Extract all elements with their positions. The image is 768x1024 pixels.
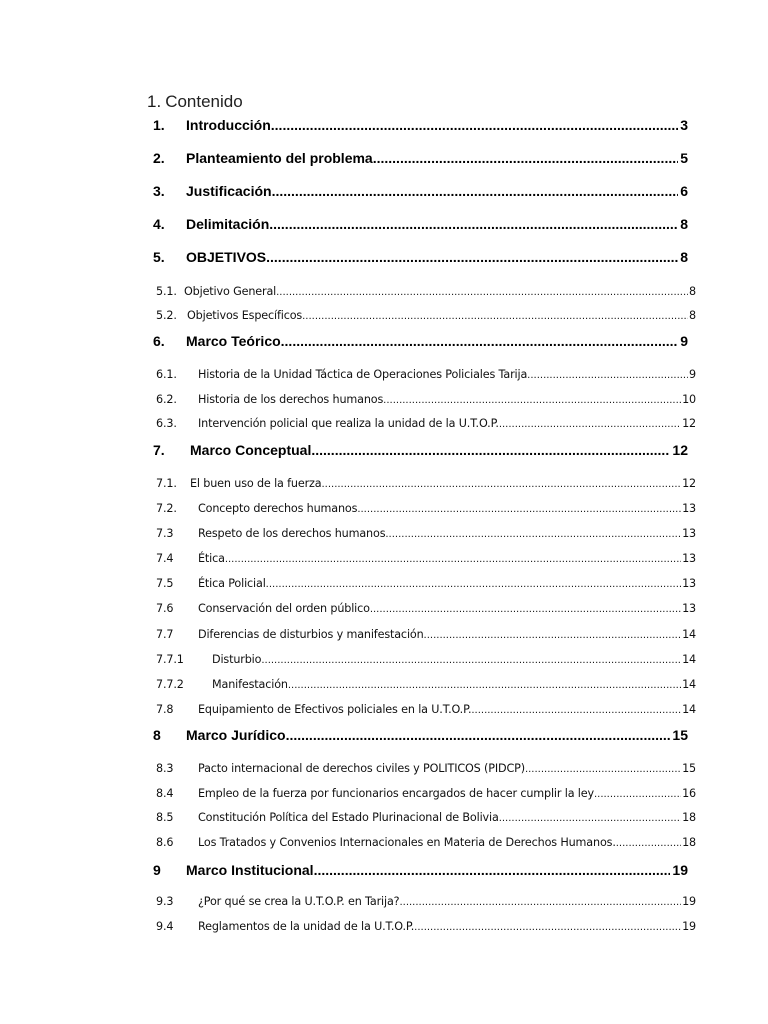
dot-leader (266, 576, 681, 594)
toc-entry-respeto-ddhh[interactable] (156, 525, 696, 543)
entry-title: Equipamiento de Efectivos policiales en la U.T.O.P. (198, 703, 472, 716)
toc-entry-disturbio[interactable] (156, 651, 696, 669)
entry-page: 13 (682, 602, 696, 615)
entry-title: Respeto de los derechos humanos (198, 527, 386, 540)
entry-number: 7.3 (156, 527, 174, 540)
toc-entry-justificacion[interactable] (153, 181, 688, 201)
entry-title: Reglamentos de la unidad de la U.T.O.P. (198, 920, 415, 933)
entry-title: Manifestación (212, 678, 288, 691)
entry-title: Marco Jurídico (186, 727, 286, 743)
entry-title: Delimitación (186, 216, 270, 232)
entry-title: Conservación del orden público (198, 602, 370, 615)
entry-title: Constitución Política del Estado Plurinacional de Bolivia (198, 811, 499, 824)
entry-page: 14 (682, 628, 696, 641)
entry-page: 8 (689, 309, 696, 322)
dot-leader (272, 181, 679, 201)
entry-number: 5.2. (156, 309, 177, 322)
toc-entry-equipamiento[interactable] (156, 701, 696, 719)
entry-page: 3 (680, 117, 688, 133)
entry-number: 6.2. (156, 393, 177, 406)
entry-page: 18 (682, 811, 696, 824)
toc-entry-etica-policial[interactable] (156, 575, 696, 593)
toc-entry-marco-conceptual[interactable] (153, 440, 688, 460)
entry-title: Diferencias de disturbios y manifestación (198, 628, 424, 641)
dot-leader (266, 247, 678, 267)
entry-title: Marco Institucional (186, 862, 314, 878)
entry-number: 7.7.2 (156, 678, 184, 691)
dot-leader (414, 919, 681, 937)
toc-entry-intervencion-policial[interactable] (156, 415, 696, 433)
entry-page: 14 (682, 653, 696, 666)
dot-leader (276, 284, 688, 302)
dot-leader (499, 810, 681, 828)
entry-number: 7.7.1 (156, 653, 184, 666)
entry-page: 6 (680, 183, 688, 199)
dot-leader (525, 761, 681, 779)
toc-entry-marco-teorico[interactable] (153, 331, 688, 351)
toc-entry-manifestacion[interactable] (156, 676, 696, 694)
entry-title: Disturbio (212, 653, 262, 666)
entry-page: 15 (682, 762, 696, 775)
entry-page: 15 (672, 727, 688, 743)
entry-page: 5 (680, 150, 688, 166)
toc-entry-concepto-ddhh[interactable] (156, 500, 696, 518)
toc-heading-number: 1. (147, 92, 162, 111)
entry-number: 8.3 (156, 762, 174, 775)
entry-number: 8 (153, 727, 161, 743)
entry-page: 13 (682, 502, 696, 515)
entry-number: 1. (153, 117, 165, 133)
entry-page: 8 (680, 249, 688, 265)
toc-entry-pidcp[interactable] (156, 760, 696, 778)
toc-entry-empleo-fuerza[interactable] (156, 785, 696, 803)
toc-entry-marco-institucional[interactable] (153, 860, 688, 880)
entry-number: 7.2. (156, 502, 177, 515)
entry-page: 19 (682, 920, 696, 933)
dot-leader (311, 440, 670, 460)
entry-page: 14 (682, 703, 696, 716)
dot-leader (373, 148, 678, 168)
toc-entry-diferencias-disturbios[interactable] (156, 626, 696, 644)
toc-entry-buen-uso-fuerza[interactable] (156, 475, 696, 493)
entry-title: Pacto internacional de derechos civiles y POLITICOS (PIDCP) (198, 762, 525, 775)
toc-entry-objetivo-general[interactable] (156, 283, 696, 301)
entry-title: Historia de la Unidad Táctica de Operaciones Policiales Tarija (198, 368, 528, 381)
entry-page: 9 (680, 333, 688, 349)
entry-title: Empleo de la fuerza por funcionarios encargados de hacer cumplir la ley (198, 787, 594, 800)
dot-leader (357, 501, 681, 519)
entry-number: 8.6 (156, 836, 174, 849)
dot-leader (383, 392, 681, 410)
dot-leader (281, 331, 679, 351)
entry-title: OBJETIVOS (186, 249, 267, 265)
dot-leader (269, 214, 678, 234)
entry-number: 9.3 (156, 895, 174, 908)
entry-title: Los Tratados y Convenios Internacionales en Materia de Derechos Humanos. (198, 836, 616, 849)
entry-page: 12 (672, 442, 688, 458)
entry-title: Justificación (186, 183, 272, 199)
entry-page: 13 (682, 577, 696, 590)
entry-number: 6.3. (156, 417, 177, 430)
entry-title: Intervención policial que realiza la unidad de la U.T.O.P. (198, 417, 499, 430)
dot-leader (385, 526, 681, 544)
dot-leader (499, 416, 681, 434)
entry-page: 19 (672, 862, 688, 878)
dot-leader (399, 894, 681, 912)
entry-number: 3. (153, 183, 165, 199)
entry-title: Ética Policial (198, 577, 266, 590)
entry-page: 16 (682, 787, 696, 800)
entry-number: 6. (153, 333, 165, 349)
dot-leader (225, 551, 681, 569)
dot-leader (594, 786, 681, 804)
entry-number: 7.5 (156, 577, 174, 590)
entry-number: 6.1. (156, 368, 177, 381)
entry-number: 5.1. (156, 285, 177, 298)
dot-leader (261, 652, 681, 670)
entry-title: Marco Conceptual (190, 442, 312, 458)
toc-entry-introduccion[interactable] (153, 115, 688, 135)
entry-number: 7.4 (156, 552, 174, 565)
entry-number: 8.4 (156, 787, 174, 800)
entry-number: 9 (153, 862, 161, 878)
entry-page: 12 (682, 477, 696, 490)
dot-leader (288, 677, 681, 695)
dot-leader (271, 115, 678, 135)
toc-entry-historia-utop[interactable] (156, 366, 696, 384)
entry-number: 4. (153, 216, 165, 232)
entry-page: 8 (680, 216, 688, 232)
entry-number: 7.1. (156, 477, 177, 490)
entry-page: 18 (682, 836, 696, 849)
toc-entry-objetivos[interactable] (153, 247, 688, 267)
entry-page: 13 (682, 527, 696, 540)
entry-page: 8 (689, 285, 696, 298)
dot-leader (616, 835, 681, 853)
dot-leader (286, 725, 671, 745)
dot-leader (302, 308, 688, 326)
toc-entry-objetivos-especificos[interactable] (156, 307, 696, 325)
entry-title: Concepto derechos humanos (198, 502, 358, 515)
entry-title: Introducción (186, 117, 271, 133)
dot-leader (370, 601, 681, 619)
dot-leader (314, 860, 671, 880)
toc-entry-por-que-utop[interactable] (156, 893, 696, 911)
entry-number: 8.5 (156, 811, 174, 824)
entry-number: 7.7 (156, 628, 174, 641)
entry-page: 14 (682, 678, 696, 691)
toc-entry-planteamiento[interactable] (153, 148, 688, 168)
entry-number: 2. (153, 150, 165, 166)
dot-leader (424, 627, 682, 645)
entry-title: Ética (198, 552, 225, 565)
toc-entry-constitucion[interactable] (156, 809, 696, 827)
entry-title: ¿Por qué se crea la U.T.O.P. en Tarija? (198, 895, 400, 908)
toc-entry-tratados[interactable] (156, 834, 696, 852)
entry-page: 19 (682, 895, 696, 908)
entry-page: 10 (682, 393, 696, 406)
toc-entry-marco-juridico[interactable] (153, 725, 688, 745)
entry-number: 7.8 (156, 703, 174, 716)
entry-title: Marco Teórico (186, 333, 281, 349)
entry-title: Objetivo General (184, 285, 277, 298)
entry-number: 9.4 (156, 920, 174, 933)
entry-title: Historia de los derechos humanos (198, 393, 384, 406)
entry-number: 7. (153, 442, 165, 458)
entry-title: El buen uso de la fuerza (190, 477, 322, 490)
entry-number: 7.6 (156, 602, 174, 615)
toc-heading (147, 90, 243, 115)
entry-page: 13 (682, 552, 696, 565)
toc-entry-etica[interactable] (156, 550, 696, 568)
toc-entry-delimitacion[interactable] (153, 214, 688, 234)
toc-entry-orden-publico[interactable] (156, 600, 696, 618)
entry-page: 12 (682, 417, 696, 430)
toc-heading-title: Contenido (165, 92, 243, 111)
dot-leader (471, 702, 681, 720)
entry-title: Planteamiento del problema (186, 150, 373, 166)
entry-number: 5. (153, 249, 165, 265)
entry-title: Objetivos Específicos (187, 309, 303, 322)
entry-page: 9 (689, 368, 696, 381)
toc-entry-reglamentos[interactable] (156, 918, 696, 936)
dot-leader (321, 476, 681, 494)
dot-leader (527, 367, 688, 385)
toc-entry-historia-ddhh[interactable] (156, 391, 696, 409)
